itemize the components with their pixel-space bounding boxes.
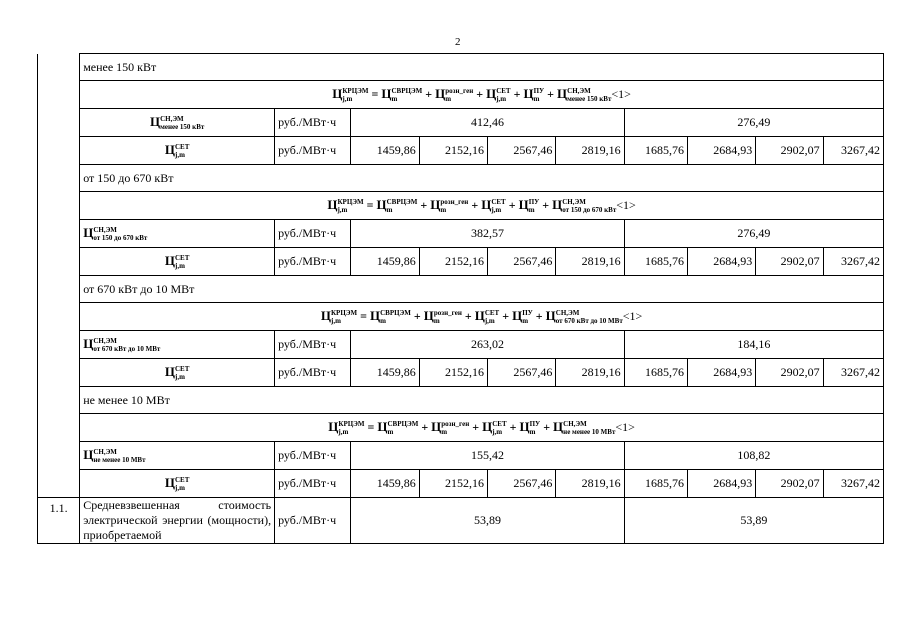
symbol-subscript: j,m <box>174 373 185 381</box>
symbol-subscript: m <box>528 206 535 214</box>
symbol-superscript: розн_ген <box>433 309 462 317</box>
symbol-letter: Ц <box>474 307 485 323</box>
symbol-superscript: СЕТ <box>484 309 500 317</box>
symbol-indices <box>331 309 357 325</box>
set-value: 1685,76 <box>624 359 687 387</box>
symbol-superscript: СН,ЭМ <box>567 87 591 95</box>
set-value: 3267,42 <box>823 248 883 276</box>
price-symbol <box>332 86 368 101</box>
symbol-indices <box>563 420 615 436</box>
set-value: 3267,42 <box>823 137 883 165</box>
price-symbol <box>83 447 145 462</box>
symbol-subscript: от 670 кВт до 10 МВт <box>555 317 623 325</box>
set-value: 1459,86 <box>351 137 419 165</box>
empty-cell <box>38 220 80 248</box>
price-symbol <box>512 308 533 323</box>
symbol-superscript: СН,ЭМ <box>93 448 117 456</box>
symbol-subscript: не менее 10 МВт <box>93 456 146 464</box>
item-row <box>38 498 884 544</box>
symbol-letter: Ц <box>377 418 388 434</box>
item-value: 53,89 <box>624 498 883 544</box>
symbol-superscript: СВРЦЭМ <box>380 309 411 317</box>
symbol-superscript: СВРЦЭМ <box>386 198 418 206</box>
symbol-indices <box>387 198 418 214</box>
symbol-indices <box>522 309 533 325</box>
operator: + <box>417 197 431 212</box>
operator: + <box>540 419 554 434</box>
set-value: 2902,07 <box>756 248 823 276</box>
symbol-subscript: m <box>433 317 440 325</box>
symbol-letter: Ц <box>328 418 339 434</box>
symbol-letter: Ц <box>431 418 442 434</box>
symbol-indices <box>93 337 160 353</box>
symbol-indices <box>388 420 419 436</box>
symbol-subscript: менее 150 кВт <box>160 123 205 131</box>
set-value: 2567,46 <box>488 359 556 387</box>
symbol-letter: Ц <box>519 418 530 434</box>
price-symbol <box>321 308 357 323</box>
cn-label <box>80 109 275 137</box>
set-value: 2152,16 <box>419 470 487 498</box>
symbol-superscript: СН,ЭМ <box>555 309 580 317</box>
operator: + <box>410 308 424 323</box>
operator: + <box>418 419 432 434</box>
symbol-superscript: СН,ЭМ <box>562 198 586 206</box>
operator: = <box>368 86 382 101</box>
symbol-letter: Ц <box>552 196 563 212</box>
symbol-letter: Ц <box>512 307 523 323</box>
section-title: менее 150 кВт <box>80 54 884 81</box>
cn-value: 276,49 <box>624 220 883 248</box>
symbol-subscript: j,m <box>174 151 185 159</box>
formula <box>80 81 884 109</box>
footnote-ref: <1> <box>616 197 636 212</box>
symbol-indices <box>567 87 611 103</box>
set-value: 2902,07 <box>756 137 823 165</box>
symbol-indices <box>440 198 468 214</box>
symbol-letter: Ц <box>553 418 564 434</box>
set-value: 2684,93 <box>687 470 755 498</box>
formula-row <box>38 303 884 331</box>
symbol-superscript: СВРЦЭМ <box>391 87 423 95</box>
symbol-letter: Ц <box>83 224 94 240</box>
operator: + <box>532 308 546 323</box>
cn-row <box>38 331 884 359</box>
operator: + <box>505 197 519 212</box>
symbol-indices <box>160 115 204 131</box>
symbol-superscript: КРЦЭМ <box>337 198 364 206</box>
symbol-indices <box>175 254 189 270</box>
set-value: 2902,07 <box>756 470 823 498</box>
symbol-superscript: КРЦЭМ <box>330 309 358 317</box>
set-value: 2152,16 <box>419 248 487 276</box>
symbol-letter: Ц <box>164 252 175 268</box>
cn-row <box>38 442 884 470</box>
symbol-indices <box>337 198 363 214</box>
set-value: 3267,42 <box>823 359 883 387</box>
symbol-superscript: КРЦЭМ <box>338 420 365 428</box>
unit-cell: руб./МВт·ч <box>275 470 351 498</box>
symbol-letter: Ц <box>482 418 493 434</box>
cn-label <box>80 331 275 359</box>
symbol-indices <box>342 87 368 103</box>
price-symbol <box>376 197 417 212</box>
symbol-superscript: СЕТ <box>174 365 190 373</box>
price-symbol <box>377 419 418 434</box>
price-symbol <box>475 308 500 323</box>
empty-cell <box>38 303 80 331</box>
symbol-superscript: розн_ген <box>441 420 470 428</box>
empty-cell <box>38 165 80 192</box>
symbol-subscript: j,m <box>337 206 348 214</box>
symbol-subscript: m <box>522 317 529 325</box>
price-symbol <box>370 308 411 323</box>
price-symbol <box>557 86 611 101</box>
price-symbol <box>431 419 469 434</box>
unit-cell: руб./МВт·ч <box>275 442 351 470</box>
section-title: от 670 кВт до 10 МВт <box>80 276 884 303</box>
operator: + <box>473 86 487 101</box>
price-symbol <box>165 142 190 157</box>
price-symbol <box>327 197 363 212</box>
set-row <box>38 359 884 387</box>
price-symbol <box>83 225 147 240</box>
set-value: 1459,86 <box>351 248 419 276</box>
symbol-superscript: СН,ЭМ <box>563 420 587 428</box>
set-value: 3267,42 <box>823 470 883 498</box>
symbol-indices <box>530 420 541 436</box>
operator: + <box>499 308 513 323</box>
set-value: 2819,16 <box>556 137 624 165</box>
set-value: 2567,46 <box>488 137 556 165</box>
symbol-indices <box>338 420 364 436</box>
symbol-superscript: СН,ЭМ <box>93 226 117 234</box>
symbol-indices <box>485 309 499 325</box>
set-value: 1685,76 <box>624 137 687 165</box>
empty-cell <box>38 81 80 109</box>
symbol-subscript: j,m <box>338 428 349 436</box>
empty-cell <box>38 331 80 359</box>
symbol-letter: Ц <box>486 85 497 101</box>
empty-cell <box>38 387 80 414</box>
symbol-indices <box>93 448 145 464</box>
set-value: 1459,86 <box>351 470 419 498</box>
symbol-indices <box>175 365 189 381</box>
symbol-subscript: m <box>529 428 536 436</box>
set-value: 2819,16 <box>556 359 624 387</box>
set-value: 2684,93 <box>687 137 755 165</box>
item-description: Средневзвешенная стоимость электрической энергии (мощности), приобретаемой <box>80 498 275 544</box>
section-row <box>38 387 884 414</box>
operator: + <box>510 86 524 101</box>
price-symbol <box>150 114 204 129</box>
price-symbol <box>165 475 190 490</box>
symbol-subscript: j,m <box>492 428 503 436</box>
symbol-indices <box>491 198 505 214</box>
price-symbol <box>381 86 422 101</box>
item-value: 53,89 <box>351 498 624 544</box>
symbol-superscript: розн_ген <box>440 198 469 206</box>
symbol-letter: Ц <box>369 307 381 323</box>
symbol-superscript: СН,ЭМ <box>93 337 117 345</box>
unit-cell: руб./МВт·ч <box>275 109 351 137</box>
item-number: 1.1. <box>38 498 80 544</box>
price-symbol <box>546 308 623 323</box>
symbol-subscript: j,m <box>342 95 353 103</box>
unit-cell: руб./МВт·ч <box>275 248 351 276</box>
symbol-subscript: m <box>387 428 394 436</box>
set-value: 2567,46 <box>488 470 556 498</box>
cn-value: 276,49 <box>624 109 883 137</box>
price-symbol <box>83 336 160 351</box>
symbol-subscript: j,m <box>484 317 495 325</box>
symbol-subscript: от 150 до 670 кВт <box>562 206 617 214</box>
symbol-indices <box>175 143 189 159</box>
operator: + <box>422 86 436 101</box>
operator: + <box>506 419 520 434</box>
set-value: 1459,86 <box>351 359 419 387</box>
cn-value: 108,82 <box>624 442 883 470</box>
price-symbol <box>430 197 468 212</box>
set-value: 2819,16 <box>556 470 624 498</box>
symbol-indices <box>441 420 469 436</box>
empty-cell <box>38 414 80 442</box>
operator: + <box>469 419 483 434</box>
symbol-indices <box>380 309 411 325</box>
symbol-subscript: m <box>391 95 398 103</box>
symbol-subscript: от 150 до 670 кВт <box>93 234 148 242</box>
symbol-indices <box>391 87 422 103</box>
set-value: 2152,16 <box>419 137 487 165</box>
formula-row <box>38 192 884 220</box>
operator: + <box>544 86 558 101</box>
symbol-subscript: менее 150 кВт <box>567 95 612 103</box>
operator: + <box>468 197 482 212</box>
symbol-indices <box>445 87 473 103</box>
operator: + <box>539 197 553 212</box>
price-symbol <box>165 253 190 268</box>
symbol-superscript: ПУ <box>533 87 545 95</box>
symbol-letter: Ц <box>557 85 568 101</box>
symbol-superscript: СЕТ <box>491 198 506 206</box>
set-label <box>80 248 275 276</box>
cn-value: 155,42 <box>351 442 624 470</box>
unit-cell: руб./МВт·ч <box>275 359 351 387</box>
symbol-letter: Ц <box>381 85 392 101</box>
empty-cell <box>38 54 80 81</box>
unit-cell: руб./МВт·ч <box>275 220 351 248</box>
set-value: 2152,16 <box>419 359 487 387</box>
symbol-letter: Ц <box>481 196 492 212</box>
empty-cell <box>38 137 80 165</box>
empty-cell <box>38 276 80 303</box>
price-symbol <box>552 197 616 212</box>
set-value: 2684,93 <box>687 359 755 387</box>
operator: + <box>461 308 475 323</box>
symbol-superscript: СЕТ <box>174 254 190 262</box>
symbol-subscript: j,m <box>330 317 341 325</box>
symbol-indices <box>534 87 545 103</box>
set-value: 1685,76 <box>624 470 687 498</box>
cn-row <box>38 220 884 248</box>
set-value: 2819,16 <box>556 248 624 276</box>
symbol-letter: Ц <box>83 446 94 462</box>
formula <box>80 303 884 331</box>
price-symbol <box>519 197 540 212</box>
tariff-table <box>37 53 884 544</box>
symbol-letter: Ц <box>430 196 441 212</box>
symbol-superscript: СН,ЭМ <box>160 115 184 123</box>
cn-row <box>38 109 884 137</box>
set-label <box>80 470 275 498</box>
footnote-ref: <1> <box>622 308 643 323</box>
price-symbol <box>523 86 544 101</box>
symbol-indices <box>529 198 540 214</box>
empty-cell <box>38 442 80 470</box>
symbol-subscript: j,m <box>174 262 185 270</box>
symbol-subscript: от 670 кВт до 10 МВт <box>93 345 161 353</box>
symbol-indices <box>93 226 147 242</box>
set-label <box>80 137 275 165</box>
price-symbol <box>482 419 507 434</box>
empty-cell <box>38 359 80 387</box>
set-row <box>38 470 884 498</box>
empty-cell <box>38 109 80 137</box>
symbol-subscript: m <box>533 95 540 103</box>
section-row <box>38 276 884 303</box>
symbol-superscript: СЕТ <box>496 87 511 95</box>
set-value: 2684,93 <box>687 248 755 276</box>
footnote-ref: <1> <box>615 419 635 434</box>
symbol-indices <box>562 198 616 214</box>
section-title: от 150 до 670 кВт <box>80 165 884 192</box>
symbol-letter: Ц <box>376 196 387 212</box>
cn-label <box>80 442 275 470</box>
symbol-subscript: j,m <box>491 206 502 214</box>
symbol-letter: Ц <box>518 196 529 212</box>
symbol-letter: Ц <box>545 307 556 323</box>
symbol-superscript: СЕТ <box>492 420 507 428</box>
symbol-letter: Ц <box>332 85 343 101</box>
symbol-superscript: КРЦЭМ <box>342 87 369 95</box>
price-symbol <box>165 364 190 379</box>
symbol-subscript: m <box>380 317 386 325</box>
symbol-subscript: не менее 10 МВт <box>563 428 616 436</box>
page-number: 2 <box>455 36 461 48</box>
formula <box>80 414 884 442</box>
price-symbol <box>435 86 473 101</box>
symbol-letter: Ц <box>423 307 434 323</box>
symbol-letter: Ц <box>320 307 331 323</box>
symbol-subscript: m <box>445 95 452 103</box>
symbol-letter: Ц <box>523 85 534 101</box>
symbol-superscript: ПУ <box>528 198 540 206</box>
symbol-subscript: j,m <box>174 484 185 492</box>
symbol-superscript: ПУ <box>529 420 541 428</box>
price-symbol <box>328 419 364 434</box>
cn-value: 263,02 <box>351 331 624 359</box>
symbol-letter: Ц <box>164 474 175 490</box>
symbol-letter: Ц <box>435 85 446 101</box>
footnote-ref: <1> <box>611 86 631 101</box>
symbol-letter: Ц <box>164 363 175 379</box>
cn-label <box>80 220 275 248</box>
set-label <box>80 359 275 387</box>
unit-cell: руб./МВт·ч <box>275 331 351 359</box>
set-value: 2902,07 <box>756 359 823 387</box>
symbol-superscript: СЕТ <box>174 476 190 484</box>
formula-row <box>38 414 884 442</box>
symbol-indices <box>175 476 189 492</box>
symbol-subscript: j,m <box>496 95 507 103</box>
set-value: 1685,76 <box>624 248 687 276</box>
symbol-subscript: m <box>441 428 448 436</box>
section-row <box>38 165 884 192</box>
price-symbol <box>481 197 506 212</box>
symbol-indices <box>434 309 462 325</box>
symbol-superscript: СЕТ <box>174 143 190 151</box>
price-symbol <box>486 86 511 101</box>
symbol-indices <box>556 309 623 325</box>
symbol-subscript: m <box>386 206 393 214</box>
symbol-indices <box>496 87 510 103</box>
operator: = <box>357 308 370 323</box>
symbol-subscript: m <box>440 206 447 214</box>
price-symbol <box>519 419 540 434</box>
unit-cell: руб./МВт·ч <box>275 137 351 165</box>
set-row <box>38 248 884 276</box>
symbol-letter: Ц <box>327 196 338 212</box>
unit-cell: руб./МВт·ч <box>275 498 351 544</box>
price-symbol <box>553 419 615 434</box>
cn-value: 382,57 <box>351 220 624 248</box>
empty-cell <box>38 192 80 220</box>
symbol-letter: Ц <box>149 113 161 129</box>
set-value: 2567,46 <box>488 248 556 276</box>
cn-value: 412,46 <box>351 109 624 137</box>
price-symbol <box>424 308 462 323</box>
formula-row <box>38 81 884 109</box>
empty-cell <box>38 248 80 276</box>
section-row <box>38 54 884 81</box>
symbol-superscript: ПУ <box>522 309 533 317</box>
symbol-superscript: СВРЦЭМ <box>387 420 419 428</box>
cn-value: 184,16 <box>624 331 883 359</box>
operator: = <box>364 419 378 434</box>
empty-cell <box>38 470 80 498</box>
symbol-indices <box>492 420 506 436</box>
formula <box>80 192 884 220</box>
symbol-superscript: розн_ген <box>445 87 474 95</box>
symbol-letter: Ц <box>164 141 175 157</box>
operator: = <box>363 197 377 212</box>
symbol-letter: Ц <box>83 335 94 351</box>
set-row <box>38 137 884 165</box>
section-title: не менее 10 МВт <box>80 387 884 414</box>
